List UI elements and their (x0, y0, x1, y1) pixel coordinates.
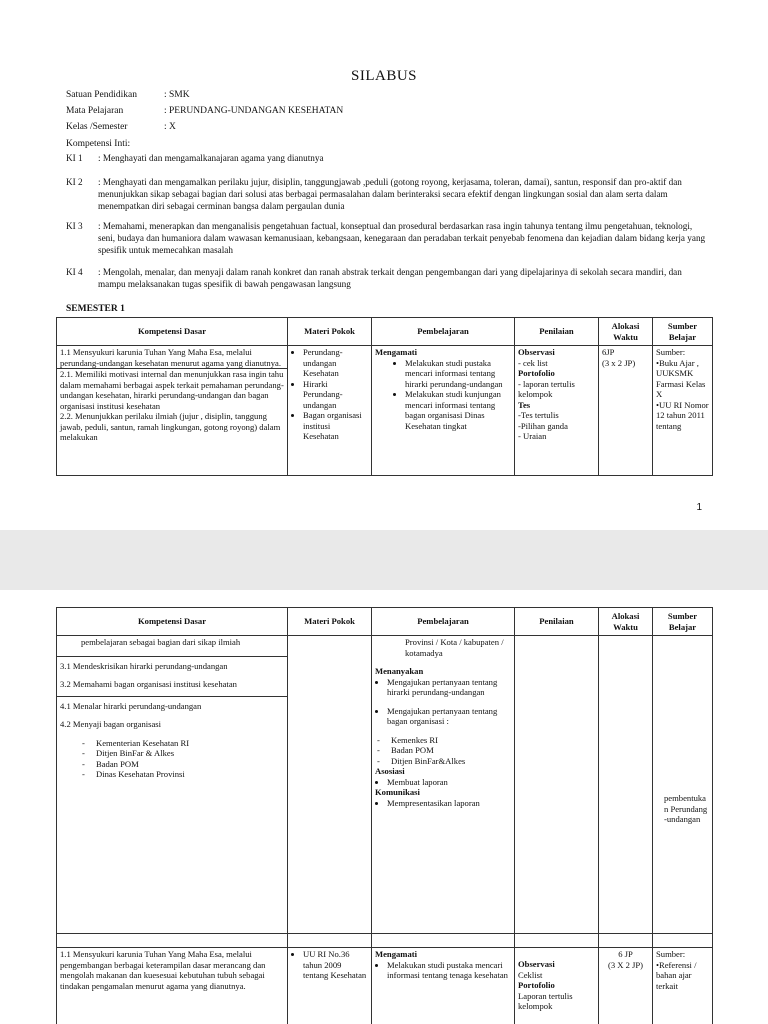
kd-item: 3.2 Memahami bagan organisasi institusi kesehatan (60, 679, 237, 689)
list-item: - Badan POM (391, 745, 511, 756)
ki-2 (66, 176, 706, 212)
ki-heading: Kompetensi Inti: (66, 139, 131, 149)
header-alokasi-waktu: Alokasi Waktu (599, 318, 653, 346)
header-materi-pokok: Materi Pokok (288, 608, 372, 636)
kd-item: 4.1 Menalar hirarki perundang-undangan (60, 700, 202, 711)
list-item: • Mengajukan pertanyaan tentang bagan organisasi : (387, 706, 511, 727)
cell-sumber-belajar (653, 636, 713, 934)
table-row (57, 636, 713, 934)
source-line: Sumber: (656, 347, 686, 357)
list-item: • Melakukan studi pustaka mencari informasi tentang tenaga kesehatan (387, 960, 511, 981)
list-item: - Badan POM (96, 759, 284, 770)
cell-sumber-belajar (653, 346, 713, 476)
header-kompetensi-dasar: Kompetensi Dasar (57, 318, 288, 346)
activity-heading: Komunikasi (375, 787, 420, 797)
assessment-line: - Uraian (518, 431, 547, 441)
list-item: • Membuat laporan (387, 777, 511, 788)
source-line: •Buku Ajar , UUKSMK Farmasi Kelas X (656, 357, 706, 399)
source-line: pembentukan Perundang-undangan (664, 793, 708, 824)
cell-pembelajaran (372, 948, 515, 1024)
kd-item: 2.2. Menunjukkan perilaku ilmiah (jujur , disiplin, tanggung jawab, peduli, santun, ramah lingkungan, gotong royong) dalam melakukan (60, 411, 281, 442)
ki-code: KI 3 (66, 221, 83, 231)
list-item: - Kementerian Kesehatan RI (96, 738, 284, 749)
source-line: •Referensi / bahan ajar terkait (656, 959, 697, 991)
cell-alokasi-waktu (599, 346, 653, 476)
cell-alokasi-waktu (599, 636, 653, 934)
ki-3 (66, 220, 706, 256)
assessment-line: Laporan tertulis kelompok (518, 990, 573, 1011)
cell-materi-pokok (288, 636, 372, 934)
list-item: • Mengajukan pertanyaan tentang hirarki perundang-undangan (387, 677, 511, 698)
ki-code: KI 1 (66, 153, 83, 163)
cell-sumber-belajar (653, 948, 713, 1024)
table-row (57, 948, 713, 1024)
assessment-heading: Observasi (518, 347, 555, 357)
cell-pembelajaran (372, 346, 515, 476)
header-pembelajaran: Pembelajaran (372, 318, 515, 346)
ki-text: : Menghayati dan mengamalkan perilaku jujur, disiplin, tanggungjawab ,peduli (gotong royong, kerjasama, toleran, damai), santun, responsif dan pro-aktif dan menunjukkan sikap sebagai bagian dari solusi atas berbagai permasalahan dalam berinteraksi secara efektif dengan lingkungan sosial dan alam serta dalam menempatkan diri sebagai cerminan bangsa dalam pergaulan dunia (98, 177, 682, 211)
meta-row-class (66, 122, 176, 132)
activity-heading: Menanyakan (375, 666, 424, 676)
header-alokasi-waktu: Alokasi Waktu (599, 608, 653, 636)
kd-item: 4.2 Menyaji bagan organisasi (60, 719, 162, 729)
header-penilaian: Penilaian (515, 608, 599, 636)
list-item: • Mempresentasikan laporan (387, 798, 511, 809)
list-item: - Dinas Kesehatan Provinsi (96, 769, 284, 780)
assessment-line: -Tes tertulis (518, 410, 559, 420)
cell-penilaian (515, 636, 599, 934)
syllabus-table-2 (56, 607, 713, 1024)
page-number: 1 (696, 502, 702, 513)
cell-penilaian (515, 948, 599, 1024)
ki-text: : Menghayati dan mengamalkanajaran agama yang dianutnya (98, 153, 324, 163)
ki-code: KI 2 (66, 177, 83, 187)
ki-1 (66, 152, 706, 164)
assessment-heading: Observasi (518, 959, 555, 969)
ki-text: : Mengolah, menalar, dan menyaji dalam ranah konkret dan ranah abstrak terkait dengan pengembangan dari yang dipelajarinya di sekolah secara mandiri, dan mampu melaksanakan tugas spesifik di bawah pengawasan langsung (98, 267, 682, 289)
activity-heading: Mengamati (375, 949, 418, 959)
cell-kompetensi-dasar (57, 636, 288, 934)
kd-item: 3.1 Mendeskrisikan hirarki perundang-undangan (60, 660, 228, 671)
kd-item: 1.1 Mensyukuri karunia Tuhan Yang Maha Esa, melalui pengembangan berbagai keterampilan dasar merancang dan mengolah makanan dan kuesesuai kebutuhan tubuh sebagai tindakan pengamalan menurut agama yang dianutnya. (60, 949, 266, 991)
time-detail: (3 x 2 JP) (602, 357, 636, 368)
list-item: - Ditjen BinFar & Alkes (96, 748, 284, 759)
header-materi-pokok: Materi Pokok (288, 318, 372, 346)
pb-continuation: Provinsi / Kota / kabupaten / kotamadya (405, 637, 504, 658)
meta-value: : SMK (164, 90, 190, 100)
assessment-line: -Pilihan ganda (518, 420, 568, 431)
cell-kompetensi-dasar (57, 948, 288, 1024)
cell-kompetensi-dasar (57, 346, 288, 476)
document-page-2 (0, 590, 768, 1024)
assessment-line: Ceklist (518, 969, 543, 980)
document-title: SILABUS (350, 68, 417, 84)
table-header-row (57, 318, 713, 346)
kd3-block (57, 656, 287, 696)
list-item: • Melakukan studi pustaka mencari informasi tentang hirarki perundang-undangan (405, 358, 511, 390)
list-item: • UU RI No.36 tahun 2009 tentang Kesehatan (303, 949, 368, 981)
meta-row-subject (66, 106, 343, 116)
kd4-block (57, 696, 287, 784)
list-item: • Perundang-undangan Kesehatan (303, 347, 368, 379)
assessment-heading: Portofolio (518, 368, 555, 378)
ki-text: : Memahami, menerapkan dan menganalisis pengetahuan factual, konseptual dan prosedural berdasarkan rasa ingin tahunya tentang ilmu pengetahuan, teknologi, seni, budaya dan humaniora dalam wawasan kemanusiaan, kebangsaan, kenegaraan dan peradaban terkait penyebab fenomena dan kejadian dalam bidang kerja yang spesifik untuk memecahkan masalah (98, 221, 706, 255)
activity-heading: Mengamati (375, 347, 418, 357)
table-row (57, 346, 713, 476)
ki-4 (66, 266, 706, 290)
kd-continuation: pembelajaran sebagai bagian dari sikap ilmiah (81, 637, 241, 647)
kd-item: 2.1. Memiliki motivasi internal dan menunjukkan rasa ingin tahu dalam memahami berbagai aspek terkait pemahaman perundang-undangan kesehatan, hirarki perundang-undangan dan bagan organisasi institusi kesehatan (57, 368, 287, 411)
source-line: Sumber: (656, 949, 686, 959)
kd-item: 1.1 Mensyukuri karunia Tuhan Yang Maha Esa, melalui perundang-undangan kesehatan menurut agama yang dianutnya. (60, 347, 281, 368)
list-item: • Hirarki Perundang-undangan (303, 379, 368, 411)
list-item: • Bagan organisasi institusi Kesehatan (303, 410, 368, 442)
meta-value: : X (164, 122, 176, 132)
header-sumber-belajar: Sumber Belajar (653, 318, 713, 346)
assessment-heading: Tes (518, 399, 531, 410)
list-item: • Melakukan studi kunjungan mencari informasi tentang bagan organisasi Dinas Kesehatan tingkat (405, 389, 511, 431)
activity-heading: Asosiasi (375, 766, 405, 776)
cell-materi-pokok (288, 948, 372, 1024)
cell-materi-pokok (288, 346, 372, 476)
time-value: 6 JP (618, 949, 633, 959)
meta-label: Satuan Pendidikan (66, 90, 137, 100)
assessment-line: - laporan tertulis kelompok (518, 378, 575, 399)
meta-row-school (66, 90, 190, 100)
time-value: 6JP (602, 347, 615, 357)
source-line: •UU RI Nomor 12 tahun 2011 tentang (656, 399, 709, 431)
meta-value: : PERUNDANG-UNDANGAN KESEHATAN (164, 106, 344, 116)
table-row-spacer (57, 934, 713, 948)
cell-pembelajaran (372, 636, 515, 934)
syllabus-table-1 (56, 317, 713, 476)
header-pembelajaran: Pembelajaran (372, 608, 515, 636)
header-penilaian: Penilaian (515, 318, 599, 346)
cell-penilaian (515, 346, 599, 476)
ki-code: KI 4 (66, 267, 83, 277)
meta-label: Kelas /Semester (66, 122, 128, 132)
list-item: - Ditjen BinFar&Alkes (391, 756, 511, 767)
header-kompetensi-dasar: Kompetensi Dasar (57, 608, 288, 636)
header-sumber-belajar: Sumber Belajar (653, 608, 713, 636)
assessment-line: - cek list (518, 357, 548, 368)
meta-label: Mata Pelajaran (66, 106, 124, 116)
assessment-heading: Portofolio (518, 980, 555, 990)
time-detail: (3 X 2 JP) (607, 959, 644, 970)
list-item: - Kemenkes RI (391, 735, 511, 746)
table-header-row (57, 608, 713, 636)
cell-alokasi-waktu (599, 948, 653, 1024)
semester-heading: SEMESTER 1 (66, 304, 125, 314)
